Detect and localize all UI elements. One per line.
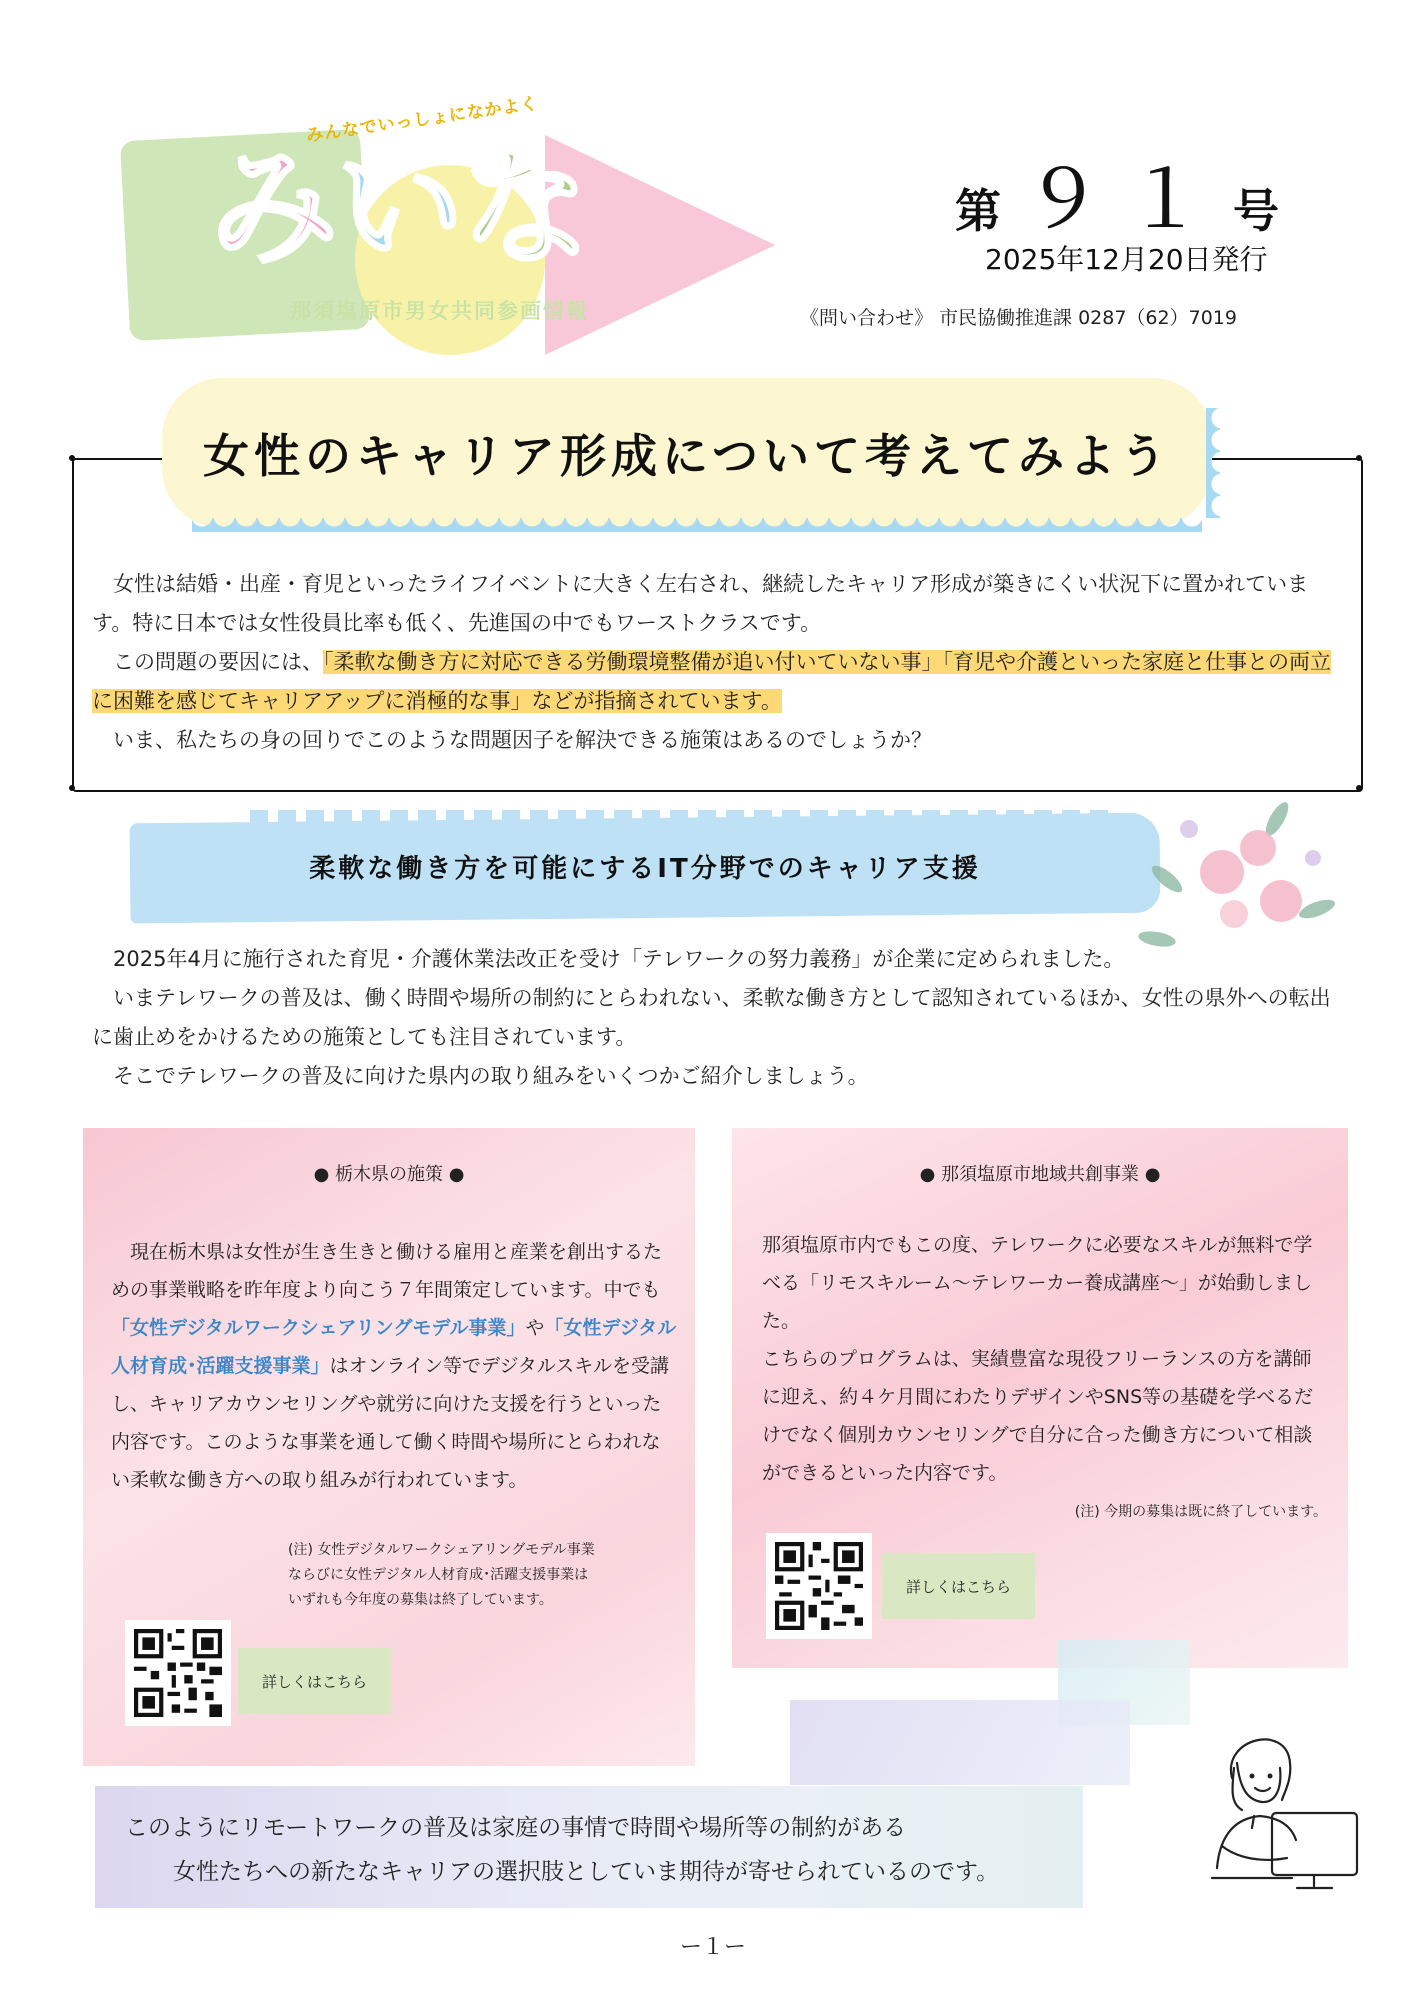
program-name-2: 「女性デジタル人材育成･活躍支援事業」 [111,1317,677,1377]
intro-text [92,565,1342,760]
contact-info: 《問い合わせ》 市民協働推進課 0287（62）7019 [800,307,1237,329]
qr-code-icon[interactable] [125,1620,231,1726]
intro-paragraph-2 [92,643,1342,721]
flower-shape [1305,850,1321,866]
page-number: ー１ー [679,1935,746,1960]
flower-shape [1220,900,1248,928]
nasushiobara-card [732,1128,1348,1668]
corner-dot [1356,455,1362,461]
flower-shape [1240,830,1276,866]
logo-subtitle: 那須塩原市男女共同参画情報 [290,299,589,323]
illustration-graphic [1192,1718,1367,1893]
intro-paragraph-1: 女性は結婚・出産・育児といったライフイベントに大きく左右され、継続したキャリア形成が築きにくい状況下に置かれています。特に日本では女性役員比率も低く、先進国の中でもワーストクラスです。 [92,572,1309,635]
section-text [92,940,1342,1096]
closing-line-2: 女性たちへの新たなキャリアの選択肢としていま期待が寄せられているのです。 [173,1859,1000,1885]
details-button[interactable]: 詳しくはこちら [238,1648,391,1714]
logo-tagline: みんなでいっしょになかよく [305,93,540,147]
closing-message [125,1806,1105,1894]
card-text-connector: や [525,1317,545,1339]
watercolor-wash [790,1700,1130,1785]
newsletter-logo [125,95,785,335]
issue-suffix: 号 [1233,184,1279,238]
logo-char-na: な [462,134,589,283]
note-line: ならびに女性デジタル人材育成･活躍支援事業は [288,1567,589,1583]
intro-highlight: 「柔軟な働き方に対応できる労働環境整備が追い付いていない事」「育児や介護といった家庭と仕事との両立に困難を感じてキャリアアップに消極的な事」などが指摘されています。 [92,650,1331,713]
logo-char-mi: み [210,134,337,283]
note-line: (注) 女性デジタルワークシェアリングモデル事業 [288,1542,595,1558]
section-paragraph-1: 2025年4月に施行された育児・介護休業法改正を受け「テレワークの努力義務」が企業に定められました。 [113,947,1125,971]
banner-wave-bottom [192,518,1202,532]
card-paragraph: こちらのプログラムは、実績豊富な現役フリーランスの方を講師に迎え、約４ケ月間にわたりデザインやSNS等の基礎を学べるだけでなく個別カウンセリングで自分に合った働き方について相談ができるといった内容です。 [762,1348,1314,1484]
flower-shape [1200,850,1244,894]
corner-dot [69,455,75,461]
section-paragraph-2: いまテレワークの普及は、働く時間や場所の制約にとらわれない、柔軟な働き方として認知されているほか、女性の県外への転出に歯止めをかけるための施策としても注目されています。 [92,986,1331,1049]
woman-at-computer-icon [1192,1718,1367,1893]
issue-prefix: 第 [955,184,1001,238]
card-body [762,1226,1327,1492]
tochigi-card [83,1128,695,1766]
issue-number-value: ９１ [1023,153,1227,246]
issue-number [955,153,1279,246]
card-text-lead: 現在栃木県は女性が生き生きと働ける雇用と産業を創出するための事業戦略を昨年度より向こう７年間策定しています。中でも [111,1241,663,1301]
note-line: いずれも今年度の募集は終了しています。 [288,1592,553,1608]
flower-shape [1180,820,1198,838]
card-heading: ● 栃木県の施策 ● [313,1164,465,1185]
logo-char-i: い [336,134,463,283]
card-paragraph [111,1233,677,1499]
main-title: 女性のキャリア形成について考えてみよう [202,429,1172,483]
intro-paragraph-2-lead: この問題の要因には、 [113,650,323,674]
program-name-1: 「女性デジタルワークシェアリングモデル事業」 [111,1317,526,1339]
details-button[interactable]: 詳しくはこちら [882,1553,1035,1619]
corner-dot [69,785,75,791]
leaf-shape [1148,861,1186,896]
closing-line-1: このようにリモートワークの普及は家庭の事情で時間や場所等の制約がある [125,1815,907,1841]
card-paragraph: 那須塩原市内でもこの度、テレワークに必要なスキルが無料で学べる「リモスキルーム〜テレワーカー養成講座〜」が始動しました。 [762,1234,1313,1332]
card-text-rest: はオンライン等でデジタルスキルを受講し、キャリアカウンセリングや就労に向けた支援を行うといった内容です。このような事業を通して働く時間や場所にとらわれない柔軟な働き方への取り組みが行われています。 [111,1355,670,1491]
qr-code-graphic [775,1542,863,1630]
flower-shape [1260,880,1302,922]
qr-code-icon[interactable] [766,1533,872,1639]
issue-date: 2025年12月20日発行 [985,243,1268,276]
qr-code-graphic [134,1629,222,1717]
card-note: (注) 今期の募集は既に終了しています。 [1074,1504,1327,1520]
card-heading: ● 那須塩原市地域共創事業 ● [919,1164,1161,1185]
card-body [111,1233,677,1499]
intro-paragraph-3: いま、私たちの身の回りでこのような問題因子を解決できる施策はあるのでしょうか？ [113,728,932,752]
logo-title [210,134,589,283]
section-title: 柔軟な働き方を可能にするIT分野でのキャリア支援 [309,854,981,884]
section-paragraph-3: そこでテレワークの普及に向けた県内の取り組みをいくつかご紹介しましょう。 [113,1064,869,1088]
card-note [288,1538,678,1613]
leaf-shape [1297,896,1337,922]
